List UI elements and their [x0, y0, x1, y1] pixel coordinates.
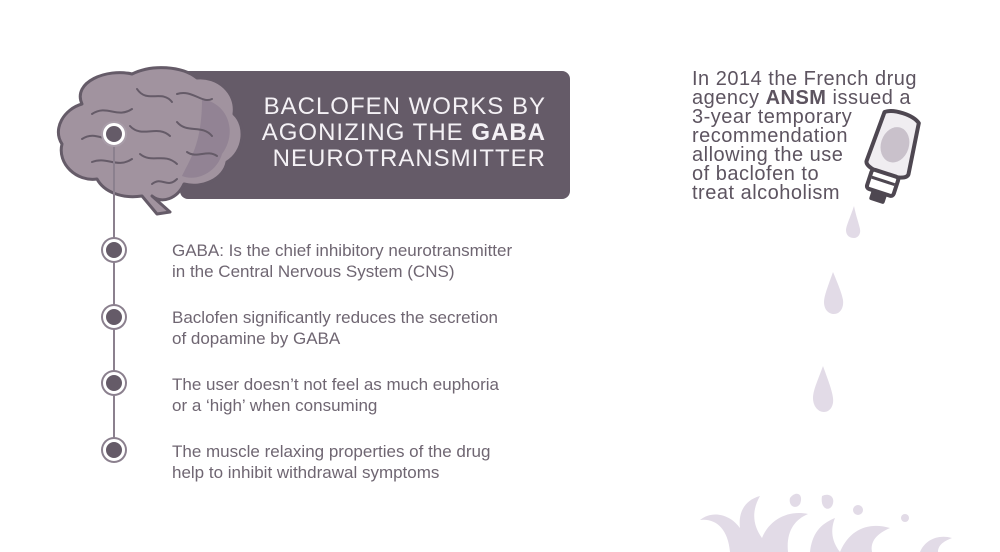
fact-line-3: 3-year temporary: [692, 106, 853, 128]
drop-icon: [813, 366, 833, 412]
list-item-line-2: of dopamine by GABA: [172, 329, 341, 348]
bottle-icon: [848, 108, 932, 212]
fact-line-2-suffix: issued a: [826, 87, 912, 109]
drop-icon: [846, 206, 860, 238]
timeline-bullet: [103, 439, 125, 461]
drop-icon: [824, 272, 843, 314]
drops: [800, 200, 880, 420]
fact-line-6: of baclofen to: [692, 163, 820, 185]
fact-line-5: allowing the use: [692, 144, 844, 166]
header-line-2-prefix: AGONIZING THE: [261, 119, 472, 146]
list-item: [172, 307, 592, 349]
list-item: [172, 441, 592, 483]
fact-ansm: ANSM: [765, 87, 827, 109]
list-item-line-2: in the Central Nervous System (CNS): [172, 262, 455, 281]
fact-line-1: In 2014 the French drug: [692, 68, 917, 90]
timeline-bullet: [103, 306, 125, 328]
header-line-3: NEUROTRANSMITTER: [272, 145, 546, 172]
fact-line-4: recommendation: [692, 125, 848, 147]
list-item: [172, 374, 592, 416]
list-item-line-2: help to inhibit withdrawal symptoms: [172, 463, 440, 482]
list-item: [172, 240, 592, 282]
list-item-line-1: GABA: Is the chief inhibitory neurotransmitter: [172, 241, 513, 260]
list-item-line-1: The user doesn’t not feel as much euphoria: [172, 375, 499, 394]
fact-line-7: treat alcoholism: [692, 182, 841, 204]
header-line-2-gaba: GABA: [471, 119, 546, 146]
header-line-2: [180, 120, 546, 146]
fact-line-2-prefix: agency: [692, 87, 766, 109]
timeline-start-bullet: [103, 123, 125, 145]
list-item-line-1: The muscle relaxing properties of the drug: [172, 442, 491, 461]
timeline-bullet: [103, 372, 125, 394]
splash-icon: [690, 488, 1000, 552]
list-item-line-2: or a ‘high’ when consuming: [172, 396, 378, 415]
list-item-line-1: Baclofen significantly reduces the secretion: [172, 308, 499, 327]
timeline-line: [113, 133, 115, 451]
header-title: [180, 94, 546, 172]
header-line-1: BACLOFEN WORKS BY: [263, 93, 546, 120]
timeline-bullet: [103, 239, 125, 261]
